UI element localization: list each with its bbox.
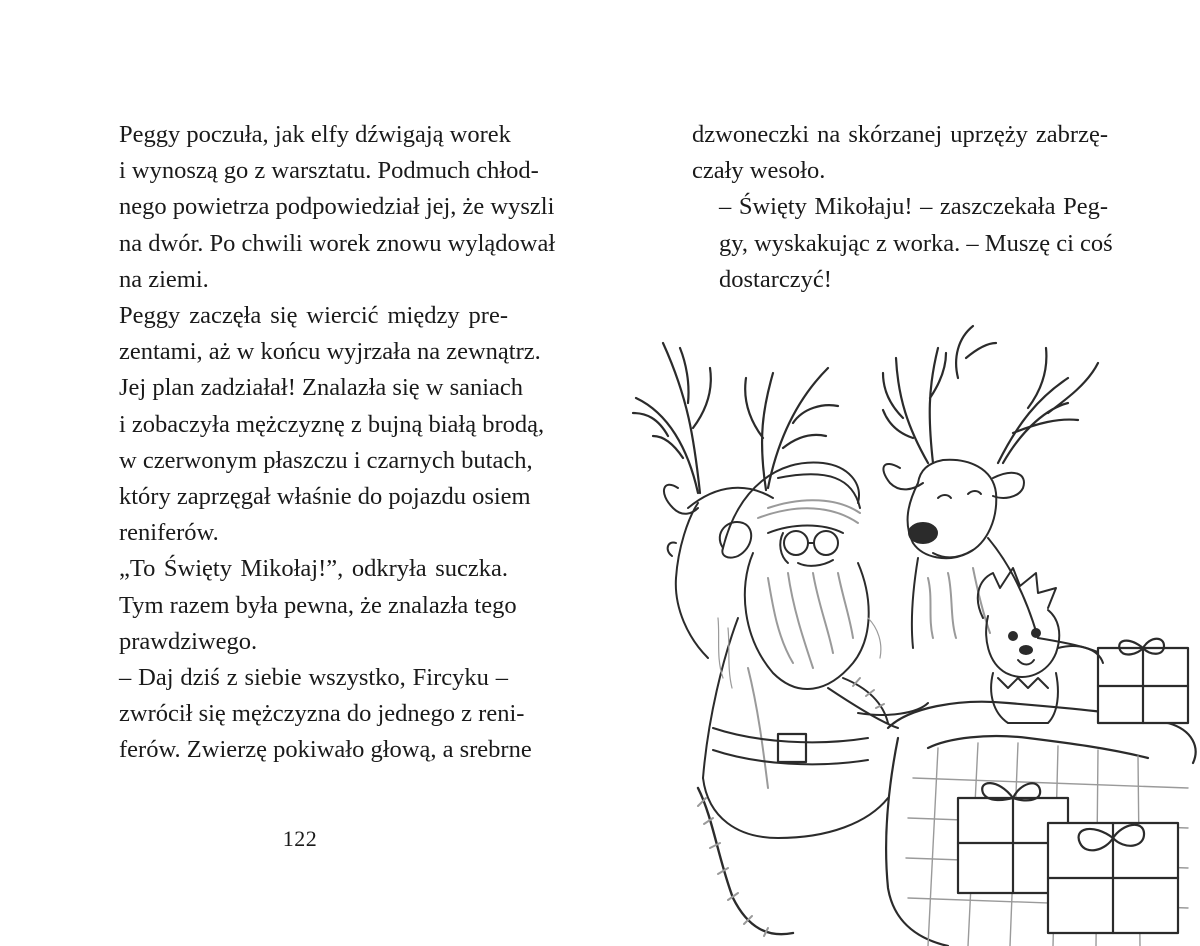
text-line: w czerwonym płaszczu i czarnych butach, [119,446,533,474]
text-line: zwrócił się mężczyzna do jednego z reni- [119,700,525,728]
text-line: na dwór. Po chwili worek znowu wylądował [119,229,556,257]
peggy-dog [978,568,1103,723]
paragraph [92,117,556,298]
right-page-text [692,117,1113,298]
gift-box [958,639,1188,933]
text-line: – Daj dziś z siebie wszystko, Fircyku – [119,664,508,692]
text-line: zentami, aż w końcu wyjrzała na zewnątrz. [119,338,541,366]
left-reindeer-antlers-icon [633,343,838,493]
text-line: który zaprzęgał właśnie do pojazdu osiem [119,483,531,511]
paragraph [692,189,1113,298]
santa-reindeer-illustration [628,318,1200,946]
paragraph [92,551,517,660]
text-line: „To Święty Mikołaj!”, odkryła suczka. [119,555,508,583]
left-page-text [92,117,556,769]
paragraph [92,660,532,769]
text-line: dostarczyć! [719,265,832,293]
text-line: Peggy poczuła, jak elfy dźwigają worek [119,121,511,148]
text-line: Jej plan zadziałał! Znalazła się w saniach [119,374,524,402]
text-line: prawdziwego. [119,627,258,655]
santa [698,526,928,937]
text-line: – Święty Mikołaju! – zaszczekała Peg- [719,193,1108,221]
text-line: na ziemi. [119,265,209,293]
text-line: nego powietrza podpowiedział jej, że wyszli [119,193,555,221]
paragraph [92,298,545,551]
right-page [600,0,1200,946]
right-reindeer-antlers-icon [883,326,1098,463]
text-line: gy, wyskakując z worka. – Muszę ci coś [719,229,1113,257]
text-line: Tym razem była pewna, że znalazła tego [119,591,517,619]
text-line: dzwoneczki na skórzanej uprzęży zabrzę- [692,121,1108,148]
paragraph [692,117,1108,189]
text-line: ferów. Zwierzę pokiwało głową, a srebrne [119,736,532,764]
text-line: czały wesoło. [692,157,826,185]
text-line: i zobaczyła mężczyznę z bujną białą brodą, [119,410,545,438]
text-line: Peggy zaczęła się wiercić między pre- [119,302,508,330]
page-number: 122 [282,826,318,851]
text-line: i wynoszą go z warsztatu. Podmuch chłod- [119,157,539,185]
text-line: reniferów. [119,519,219,547]
